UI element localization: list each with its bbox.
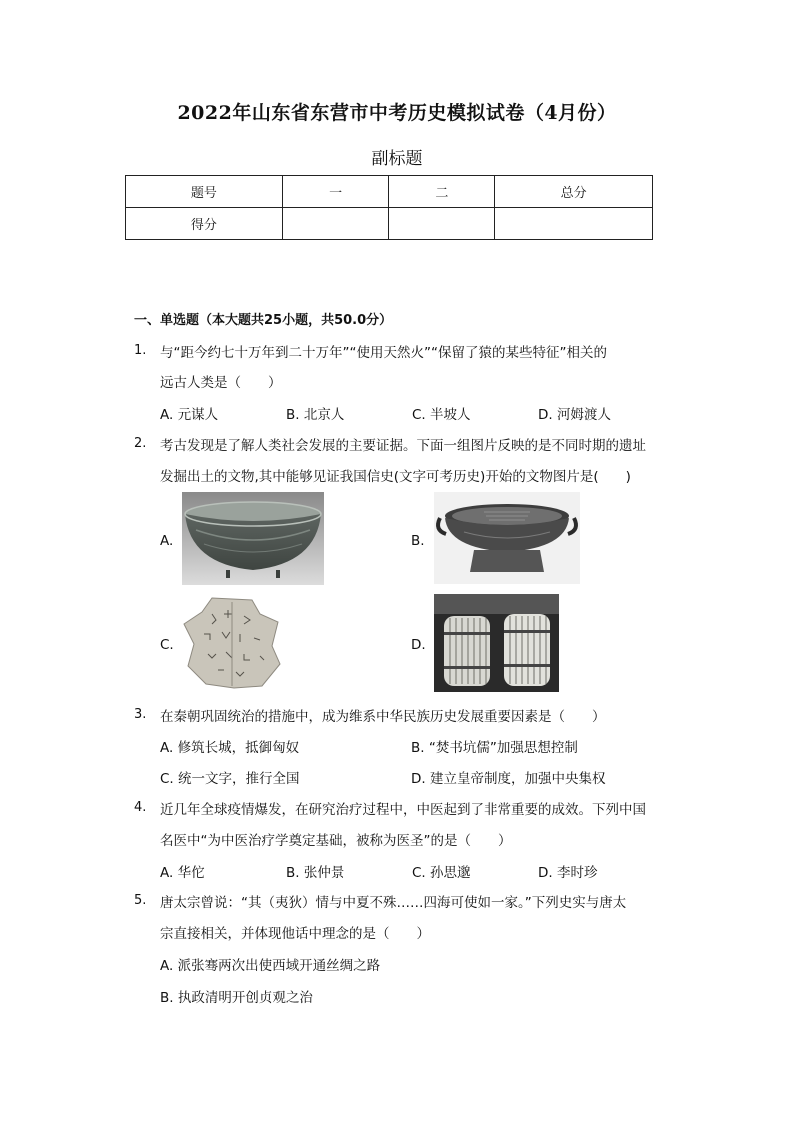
option-a: A. 修筑长城，抵御匈奴 [160,740,300,756]
question-number: 4. [134,800,147,815]
score-cell: 题号 [126,176,283,208]
option-b: B. 北京人 [286,407,345,423]
option-c: C. 半坡人 [412,407,471,423]
exam-subtitle: 副标题 [371,149,423,169]
option-a: A. 元谋人 [160,407,219,423]
option-a: A. 派张骞两次出使西域开通丝绸之路 [160,958,381,974]
option-c: C. 统一文字，推行全国 [160,771,300,787]
score-table-score-row [126,208,653,240]
option-d: D. 李时珍 [538,865,598,881]
score-cell [282,208,389,240]
exam-title: 2022年山东省东营市中考历史模拟试卷（4月份） [177,102,617,124]
question-number: 3. [134,707,147,722]
bowl-artifact-image [182,492,324,585]
option-b: B. 执政清明开创贞观之治 [160,990,313,1006]
option-a: A. 华佗 [160,865,205,881]
score-cell [495,208,653,240]
option-a: A. [160,533,174,549]
option-c: C. 孙思邈 [412,865,471,881]
question-text: 唐太宗曾说：“其（夷狄）情与中夏不殊……四海可使如一家。”下列史实与唐太 [160,895,627,911]
question-text: 发掘出土的文物,其中能够见证我国信史(文字可考历史)开始的文物图片是( ) [160,469,631,485]
option-c: C. [160,637,174,653]
score-cell: 得分 [126,208,283,240]
score-cell: 总分 [495,176,653,208]
question-number: 1. [134,343,147,358]
score-table-header-row [126,176,653,208]
bronze-vessel-image [434,492,580,584]
question-text: 考古发现是了解人类社会发展的主要证据。下面一组图片反映的是不同时期的遗址 [160,438,646,454]
score-table [125,175,653,240]
question-text: 名医中“为中医治疗学奠定基础，被称为医圣”的是（ ） [160,833,512,849]
score-cell: 二 [389,176,495,208]
question-text: 与“距今约七十万年到二十万年”“使用天然火”“保留了猿的某些特征”相关的 [160,345,607,361]
question-number: 5. [134,893,147,908]
section-heading: 一、单选题（本大题共25小题，共50.0分） [134,313,393,328]
question-text: 近几年全球疫情爆发，在研究治疗过程中，中医起到了非常重要的成效。下列中国 [160,802,646,818]
option-d: D. 建立皇帝制度，加强中央集权 [411,771,606,787]
option-b: B. [411,533,425,549]
score-cell: 一 [282,176,389,208]
question-text: 在秦朝巩固统治的措施中，成为维系中华民族历史发展重要因素是（ ） [160,709,606,725]
score-cell [389,208,495,240]
question-text: 宗直接相关，并体现他话中理念的是（ ） [160,926,430,942]
option-b: B. 张仲景 [286,865,345,881]
question-number: 2. [134,436,147,451]
option-b: B. “焚书坑儒”加强思想控制 [411,740,578,756]
option-d: D. [411,637,426,653]
oracle-bone-image [182,594,282,692]
bamboo-slips-image [434,594,559,692]
option-d: D. 河姆渡人 [538,407,611,423]
question-text: 远古人类是（ ） [160,375,282,391]
